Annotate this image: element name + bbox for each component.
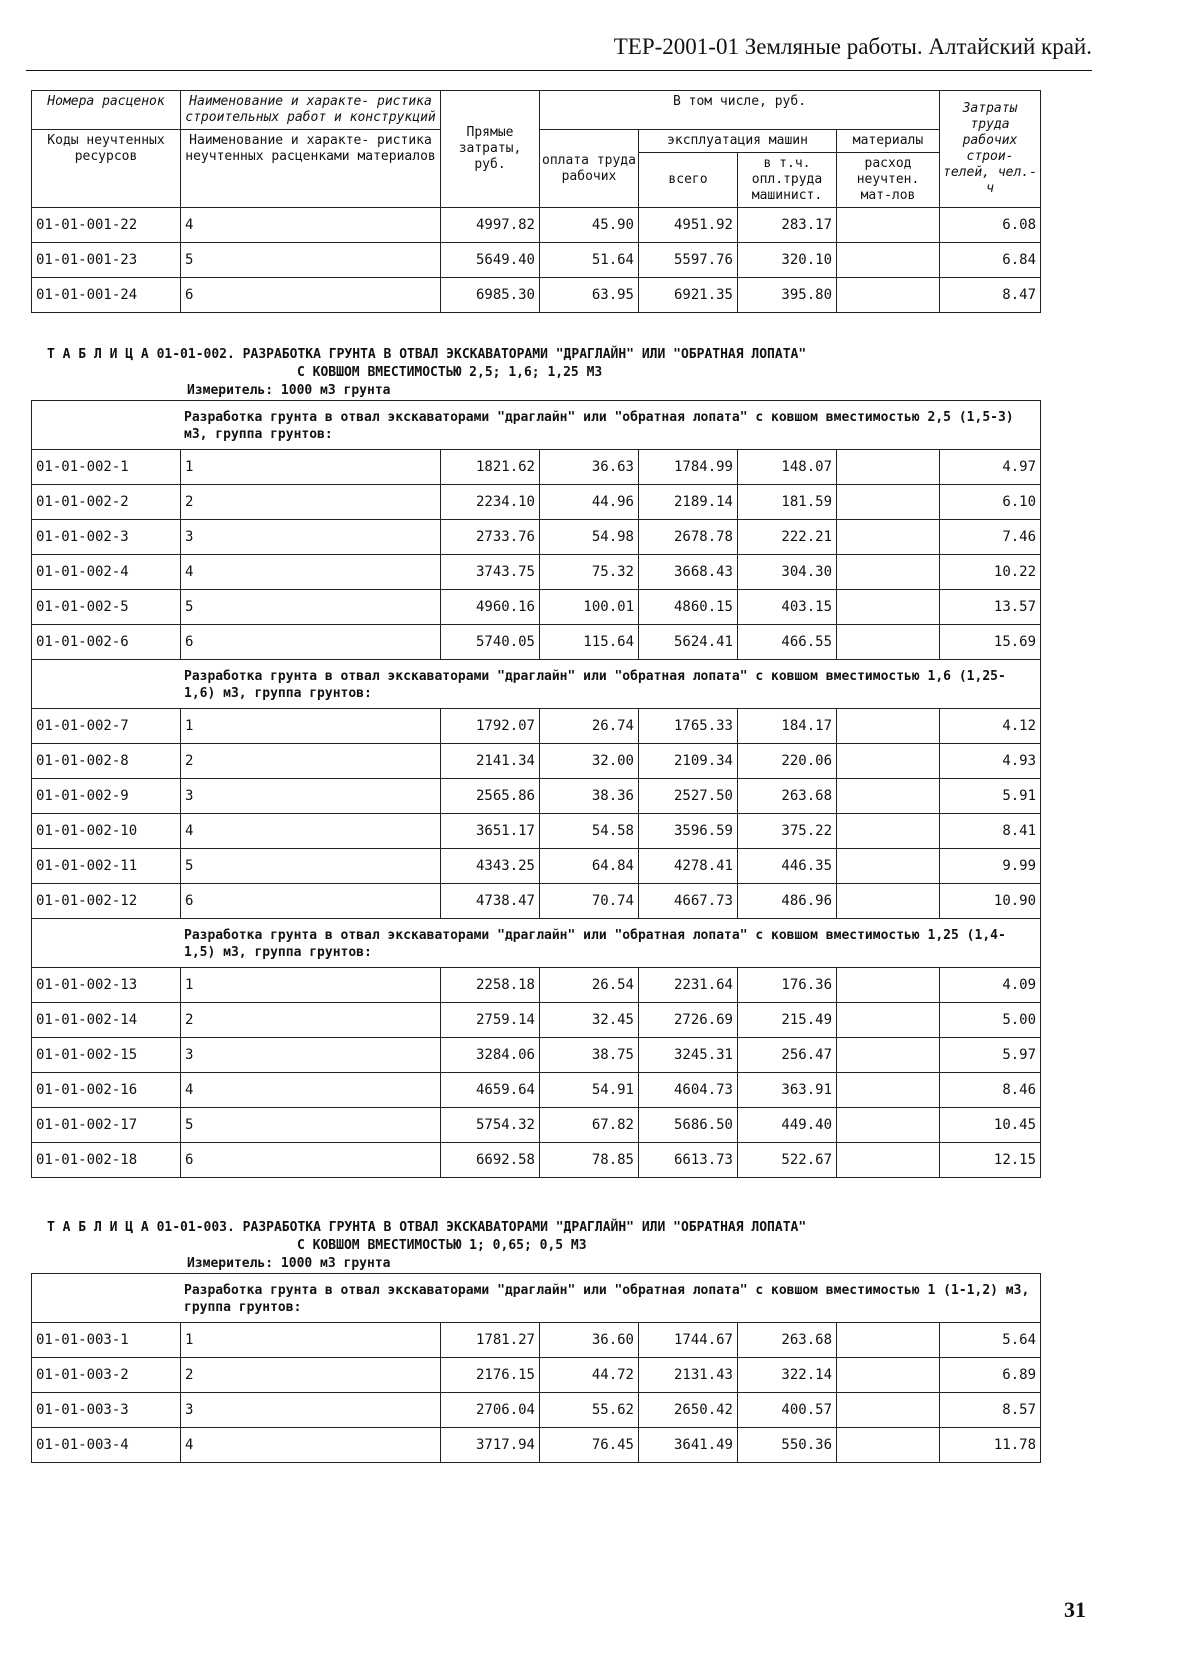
labor-cost: 5.00 [940, 1003, 1041, 1038]
running-header: ТЕР-2001-01 Земляные работы. Алтайский край. [613, 34, 1092, 59]
machinist-pay: 400.57 [738, 1393, 837, 1428]
labor-cost: 6.89 [940, 1358, 1041, 1393]
materials [837, 208, 940, 243]
machine-total: 2726.69 [639, 1003, 738, 1038]
soil-group: 6 [181, 884, 441, 919]
labor-cost: 4.09 [940, 968, 1041, 1003]
header-rule [26, 70, 1092, 71]
direct-cost: 1781.27 [441, 1323, 540, 1358]
col-direct: Прямые затраты, руб. [441, 91, 540, 208]
labor-cost: 6.84 [940, 243, 1041, 278]
materials [837, 1358, 940, 1393]
direct-cost: 2565.86 [441, 779, 540, 814]
rate-code: 01-01-002-4 [32, 555, 181, 590]
direct-cost: 2258.18 [441, 968, 540, 1003]
soil-group: 5 [181, 243, 441, 278]
materials [837, 485, 940, 520]
worker-pay: 100.01 [540, 590, 639, 625]
table-row [32, 555, 1041, 590]
worker-pay: 36.60 [540, 1323, 639, 1358]
machine-total: 4278.41 [639, 849, 738, 884]
labor-cost: 15.69 [940, 625, 1041, 660]
col-total: всего [639, 153, 738, 208]
group-header-row [32, 401, 1041, 450]
table-row [32, 1003, 1041, 1038]
worker-pay: 38.36 [540, 779, 639, 814]
materials [837, 1038, 940, 1073]
labor-cost: 10.22 [940, 555, 1041, 590]
worker-pay: 64.84 [540, 849, 639, 884]
machine-total: 3245.31 [639, 1038, 738, 1073]
rate-code: 01-01-001-22 [32, 208, 181, 243]
soil-group: 3 [181, 779, 441, 814]
rate-code: 01-01-002-7 [32, 709, 181, 744]
table-row [32, 779, 1041, 814]
materials [837, 814, 940, 849]
worker-pay: 38.75 [540, 1038, 639, 1073]
table-row [32, 1358, 1041, 1393]
worker-pay: 45.90 [540, 208, 639, 243]
machinist-pay: 184.17 [738, 709, 837, 744]
table-row [32, 849, 1041, 884]
machinist-pay: 403.15 [738, 590, 837, 625]
table-row [32, 1323, 1041, 1358]
labor-cost: 8.41 [940, 814, 1041, 849]
machinist-pay: 486.96 [738, 884, 837, 919]
labor-cost: 9.99 [940, 849, 1041, 884]
rate-code: 01-01-002-3 [32, 520, 181, 555]
worker-pay: 44.96 [540, 485, 639, 520]
table-row [32, 1143, 1041, 1178]
machinist-pay: 176.36 [738, 968, 837, 1003]
soil-group: 5 [181, 849, 441, 884]
rate-code: 01-01-002-13 [32, 968, 181, 1003]
col-numbers: Номера расценок [32, 91, 181, 130]
machine-total: 3596.59 [639, 814, 738, 849]
soil-group: 4 [181, 814, 441, 849]
soil-group: 2 [181, 744, 441, 779]
soil-group: 4 [181, 208, 441, 243]
machinist-pay: 522.67 [738, 1143, 837, 1178]
machinist-pay: 375.22 [738, 814, 837, 849]
soil-group: 5 [181, 590, 441, 625]
materials [837, 744, 940, 779]
group-title: Разработка грунта в отвал экскаваторами "драглайн" или "обратная лопата" с ковшом вместимостью 1,6 (1,25-1,6) м3, группа грунтов: [32, 660, 1041, 709]
direct-cost: 4738.47 [441, 884, 540, 919]
soil-group: 2 [181, 485, 441, 520]
machinist-pay: 304.30 [738, 555, 837, 590]
soil-group: 5 [181, 1108, 441, 1143]
worker-pay: 63.95 [540, 278, 639, 313]
soil-group: 4 [181, 1073, 441, 1108]
measure-unit: Измеритель: 1000 м3 грунта [187, 1256, 391, 1271]
direct-cost: 3743.75 [441, 555, 540, 590]
materials [837, 849, 940, 884]
col-codes: Коды неучтенных ресурсов [32, 130, 181, 208]
table-row [32, 1038, 1041, 1073]
worker-pay: 70.74 [540, 884, 639, 919]
worker-pay: 32.00 [540, 744, 639, 779]
table-row [32, 884, 1041, 919]
soil-group: 3 [181, 520, 441, 555]
worker-pay: 54.98 [540, 520, 639, 555]
rate-code: 01-01-001-24 [32, 278, 181, 313]
direct-cost: 3651.17 [441, 814, 540, 849]
worker-pay: 36.63 [540, 450, 639, 485]
table-row [32, 968, 1041, 1003]
materials [837, 968, 940, 1003]
group-title: Разработка грунта в отвал экскаваторами "драглайн" или "обратная лопата" с ковшом вместимостью 1,25 (1,4-1,5) м3, группа грунтов: [32, 919, 1041, 968]
worker-pay: 26.54 [540, 968, 639, 1003]
labor-cost: 7.46 [940, 520, 1041, 555]
machine-total: 2109.34 [639, 744, 738, 779]
direct-cost: 2141.34 [441, 744, 540, 779]
materials [837, 278, 940, 313]
group-header-row [32, 660, 1041, 709]
machinist-pay: 466.55 [738, 625, 837, 660]
worker-pay: 76.45 [540, 1428, 639, 1463]
worker-pay: 44.72 [540, 1358, 639, 1393]
rate-code: 01-01-002-8 [32, 744, 181, 779]
machine-total: 1744.67 [639, 1323, 738, 1358]
table-row [32, 814, 1041, 849]
machinist-pay: 222.21 [738, 520, 837, 555]
rate-code: 01-01-003-4 [32, 1428, 181, 1463]
labor-cost: 8.47 [940, 278, 1041, 313]
materials [837, 1323, 940, 1358]
machine-total: 1784.99 [639, 450, 738, 485]
machine-total: 5624.41 [639, 625, 738, 660]
materials [837, 1003, 940, 1038]
machinist-pay: 363.91 [738, 1073, 837, 1108]
machine-total: 3641.49 [639, 1428, 738, 1463]
labor-cost: 10.45 [940, 1108, 1041, 1143]
direct-cost: 2176.15 [441, 1358, 540, 1393]
labor-cost: 8.46 [940, 1073, 1041, 1108]
machine-total: 2650.42 [639, 1393, 738, 1428]
direct-cost: 4997.82 [441, 208, 540, 243]
machinist-pay: 220.06 [738, 744, 837, 779]
direct-cost: 5754.32 [441, 1108, 540, 1143]
worker-pay: 115.64 [540, 625, 639, 660]
rate-code: 01-01-002-11 [32, 849, 181, 884]
machinist-pay: 322.14 [738, 1358, 837, 1393]
table-subtitle-line: С КОВШОМ ВМЕСТИМОСТЬЮ 1; 0,65; 0,5 М3 [297, 1238, 587, 1253]
rate-code: 01-01-002-2 [32, 485, 181, 520]
direct-cost: 3284.06 [441, 1038, 540, 1073]
materials [837, 243, 940, 278]
materials [837, 555, 940, 590]
labor-cost: 4.93 [940, 744, 1041, 779]
rate-code: 01-01-002-1 [32, 450, 181, 485]
soil-group: 2 [181, 1358, 441, 1393]
direct-cost: 4960.16 [441, 590, 540, 625]
table-row [32, 520, 1041, 555]
group-title: Разработка грунта в отвал экскаваторами "драглайн" или "обратная лопата" с ковшом вместимостью 1 (1-1,2) м3, группа грунтов: [32, 1274, 1041, 1323]
table-row [32, 590, 1041, 625]
materials [837, 779, 940, 814]
table-row [32, 1428, 1041, 1463]
machine-total: 2231.64 [639, 968, 738, 1003]
labor-cost: 10.90 [940, 884, 1041, 919]
rate-code: 01-01-002-6 [32, 625, 181, 660]
worker-pay: 78.85 [540, 1143, 639, 1178]
table-row [32, 1393, 1041, 1428]
table-row [32, 1073, 1041, 1108]
soil-group: 3 [181, 1038, 441, 1073]
soil-group: 6 [181, 278, 441, 313]
soil-group: 4 [181, 555, 441, 590]
rate-code: 01-01-002-14 [32, 1003, 181, 1038]
rate-code: 01-01-002-15 [32, 1038, 181, 1073]
col-name2: Наименование и характе- ристика неучтенных расценками материалов [181, 130, 441, 208]
soil-group: 6 [181, 1143, 441, 1178]
labor-cost: 4.97 [940, 450, 1041, 485]
worker-pay: 75.32 [540, 555, 639, 590]
worker-pay: 55.62 [540, 1393, 639, 1428]
col-incl: В том числе, руб. [540, 91, 940, 130]
table-row [32, 485, 1041, 520]
rate-code: 01-01-002-9 [32, 779, 181, 814]
soil-group: 1 [181, 709, 441, 744]
rate-code: 01-01-003-3 [32, 1393, 181, 1428]
labor-cost: 6.08 [940, 208, 1041, 243]
col-pay: оплата труда рабочих [540, 130, 639, 208]
rate-code: 01-01-003-1 [32, 1323, 181, 1358]
soil-group: 1 [181, 450, 441, 485]
machine-total: 4604.73 [639, 1073, 738, 1108]
direct-cost: 1821.62 [441, 450, 540, 485]
machinist-pay: 181.59 [738, 485, 837, 520]
table-subtitle-line: С КОВШОМ ВМЕСТИМОСТЬЮ 2,5; 1,6; 1,25 М3 [297, 365, 603, 380]
group-header-row [32, 1274, 1041, 1323]
direct-cost: 1792.07 [441, 709, 540, 744]
materials [837, 520, 940, 555]
rate-code: 01-01-001-23 [32, 243, 181, 278]
table-row [32, 744, 1041, 779]
materials [837, 625, 940, 660]
table-01-01-002 [31, 400, 1041, 1178]
measure-unit: Измеритель: 1000 м3 грунта [187, 383, 391, 398]
worker-pay: 54.58 [540, 814, 639, 849]
materials [837, 1428, 940, 1463]
machine-total: 6921.35 [639, 278, 738, 313]
labor-cost: 11.78 [940, 1428, 1041, 1463]
rate-code: 01-01-002-12 [32, 884, 181, 919]
rate-code: 01-01-002-17 [32, 1108, 181, 1143]
table-row [32, 450, 1041, 485]
table-row [32, 625, 1041, 660]
machine-total: 6613.73 [639, 1143, 738, 1178]
soil-group: 1 [181, 1323, 441, 1358]
materials [837, 709, 940, 744]
materials [837, 590, 940, 625]
direct-cost: 4343.25 [441, 849, 540, 884]
machine-total: 5686.50 [639, 1108, 738, 1143]
direct-cost: 5740.05 [441, 625, 540, 660]
machine-total: 2131.43 [639, 1358, 738, 1393]
direct-cost: 5649.40 [441, 243, 540, 278]
machinist-pay: 263.68 [738, 779, 837, 814]
direct-cost: 4659.64 [441, 1073, 540, 1108]
labor-cost: 4.12 [940, 709, 1041, 744]
labor-cost: 5.91 [940, 779, 1041, 814]
materials [837, 884, 940, 919]
col-name: Наименование и характе- ристика строительных работ и конструкций [181, 91, 441, 130]
machine-total: 5597.76 [639, 243, 738, 278]
worker-pay: 54.91 [540, 1073, 639, 1108]
machine-total: 2678.78 [639, 520, 738, 555]
col-machines: эксплуатация машин [639, 130, 837, 153]
rate-code: 01-01-002-16 [32, 1073, 181, 1108]
direct-cost: 2759.14 [441, 1003, 540, 1038]
materials [837, 1073, 940, 1108]
machine-total: 3668.43 [639, 555, 738, 590]
machine-total: 1765.33 [639, 709, 738, 744]
rate-code: 01-01-002-18 [32, 1143, 181, 1178]
direct-cost: 6692.58 [441, 1143, 540, 1178]
worker-pay: 67.82 [540, 1108, 639, 1143]
table-title-01-01-003 [47, 1219, 1047, 1273]
machinist-pay: 148.07 [738, 450, 837, 485]
machinist-pay: 449.40 [738, 1108, 837, 1143]
labor-cost: 5.64 [940, 1323, 1041, 1358]
labor-cost: 12.15 [940, 1143, 1041, 1178]
machinist-pay: 215.49 [738, 1003, 837, 1038]
labor-cost: 5.97 [940, 1038, 1041, 1073]
col-consumption: расход неучтен. мат-лов [837, 153, 940, 208]
materials [837, 1108, 940, 1143]
table-row [32, 208, 1041, 243]
table-row [32, 243, 1041, 278]
rate-code: 01-01-003-2 [32, 1358, 181, 1393]
worker-pay: 51.64 [540, 243, 639, 278]
soil-group: 1 [181, 968, 441, 1003]
machinist-pay: 446.35 [738, 849, 837, 884]
machine-total: 2189.14 [639, 485, 738, 520]
materials [837, 1393, 940, 1428]
labor-cost: 13.57 [940, 590, 1041, 625]
direct-cost: 6985.30 [441, 278, 540, 313]
labor-cost: 6.10 [940, 485, 1041, 520]
table-title-01-01-002 [47, 346, 1047, 400]
labor-cost: 8.57 [940, 1393, 1041, 1428]
soil-group: 4 [181, 1428, 441, 1463]
direct-cost: 3717.94 [441, 1428, 540, 1463]
materials [837, 450, 940, 485]
soil-group: 6 [181, 625, 441, 660]
col-incl-pay: в т.ч. опл.труда машинист. [738, 153, 837, 208]
machinist-pay: 263.68 [738, 1323, 837, 1358]
machinist-pay: 283.17 [738, 208, 837, 243]
soil-group: 2 [181, 1003, 441, 1038]
table-row [32, 1108, 1041, 1143]
col-labor: Затраты труда рабочих строи- телей, чел.-ч [940, 91, 1041, 208]
direct-cost: 2733.76 [441, 520, 540, 555]
rate-code: 01-01-002-10 [32, 814, 181, 849]
table-01-01-001 [31, 90, 1041, 313]
table-row [32, 709, 1041, 744]
worker-pay: 26.74 [540, 709, 639, 744]
group-header-row [32, 919, 1041, 968]
direct-cost: 2234.10 [441, 485, 540, 520]
rate-code: 01-01-002-5 [32, 590, 181, 625]
table-row [32, 278, 1041, 313]
machine-total: 4951.92 [639, 208, 738, 243]
machine-total: 2527.50 [639, 779, 738, 814]
machine-total: 4667.73 [639, 884, 738, 919]
machinist-pay: 395.80 [738, 278, 837, 313]
table-title-line: Т А Б Л И Ц А 01-01-002. РАЗРАБОТКА ГРУНТА В ОТВАЛ ЭКСКАВАТОРАМИ "ДРАГЛАЙН" ИЛИ "ОБРАТНАЯ ЛОПАТА" [47, 347, 807, 362]
table-title-line: Т А Б Л И Ц А 01-01-003. РАЗРАБОТКА ГРУНТА В ОТВАЛ ЭКСКАВАТОРАМИ "ДРАГЛАЙН" ИЛИ "ОБРАТНАЯ ЛОПАТА" [47, 1220, 807, 1235]
direct-cost: 2706.04 [441, 1393, 540, 1428]
col-materials: материалы [837, 130, 940, 153]
machinist-pay: 320.10 [738, 243, 837, 278]
soil-group: 3 [181, 1393, 441, 1428]
worker-pay: 32.45 [540, 1003, 639, 1038]
table-01-01-003 [31, 1273, 1041, 1463]
page-number: 31 [1064, 1597, 1086, 1622]
machinist-pay: 256.47 [738, 1038, 837, 1073]
machine-total: 4860.15 [639, 590, 738, 625]
materials [837, 1143, 940, 1178]
group-title: Разработка грунта в отвал экскаваторами "драглайн" или "обратная лопата" с ковшом вместимостью 2,5 (1,5-3) м3, группа грунтов: [32, 401, 1041, 450]
machinist-pay: 550.36 [738, 1428, 837, 1463]
